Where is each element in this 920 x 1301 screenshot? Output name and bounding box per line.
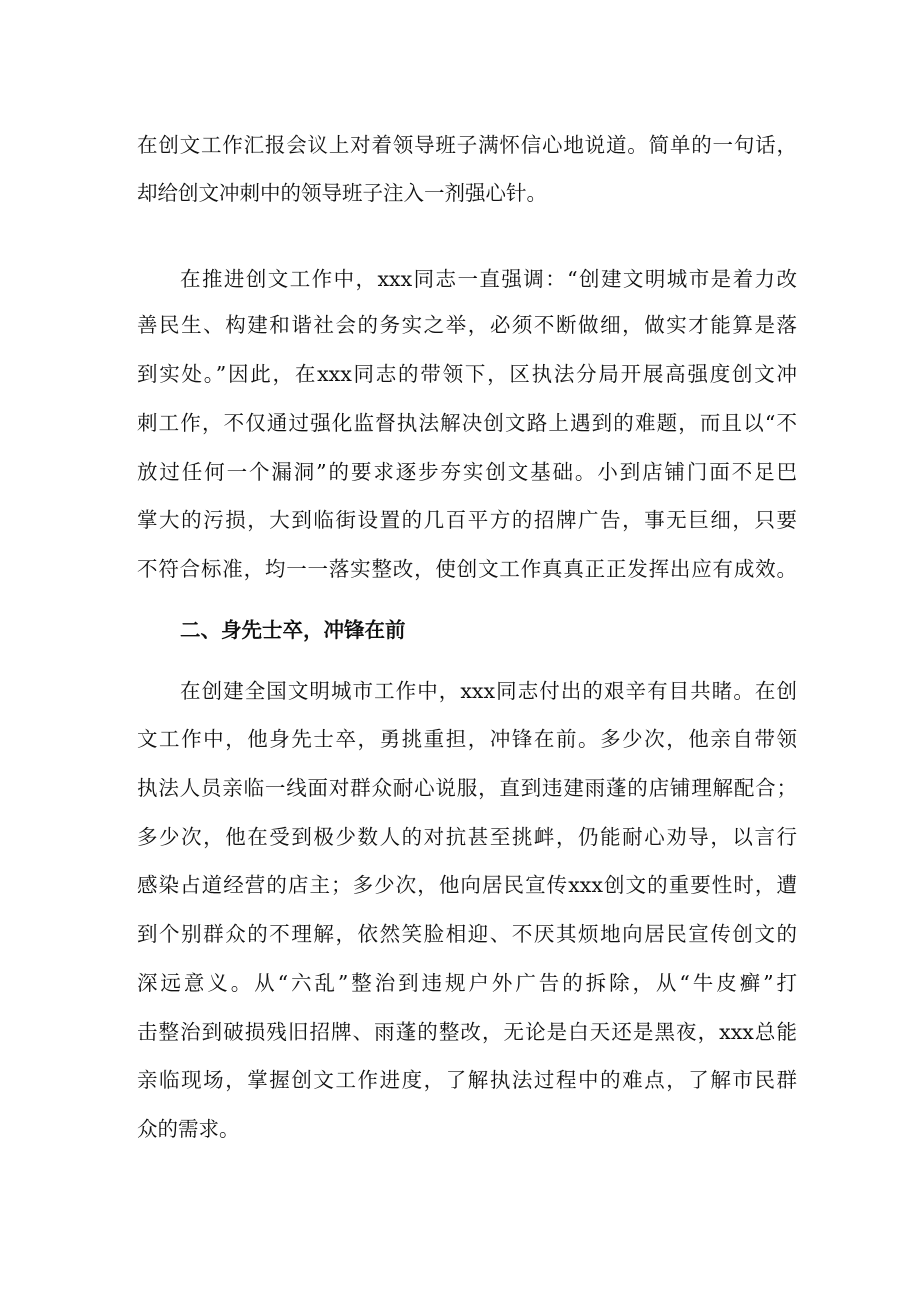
paragraph-3-line-2: 文工作中，他身先士卒，勇挑重担，冲锋在前。多少次，他亲自带领 — [137, 727, 797, 751]
paragraph-3-line-6: 到个别群众的不理解，依然笑脸相迎、不厌其烦地向居民宣传创文的 — [137, 922, 797, 946]
paragraph-2-line-2: 善民生、构建和谐社会的务实之举，必须不断做细，做实才能算是落 — [137, 313, 797, 337]
paragraph-3-line-8: 击整治到破损残旧招牌、雨蓬的整改，无论是白天还是黑夜，xxx总能 — [137, 1020, 797, 1044]
paragraph-2-line-3: 到实处。”因此，在xxx同志的带领下，区执法分局开展高强度创文冲 — [137, 362, 797, 386]
section-heading: 二、身先士卒，冲锋在前 — [180, 618, 406, 642]
paragraph-1-line-2: 却给创文冲刺中的领导班子注入一剂强心针。 — [137, 181, 547, 205]
paragraph-3-line-5: 感染占道经营的店主；多少次，他向居民宣传xxx创文的重要性时，遭 — [137, 873, 797, 897]
paragraph-2-line-6: 掌大的污损，大到临街设置的几百平方的招牌广告，事无巨细，只要 — [137, 508, 797, 532]
paragraph-2-line-1: 在推进创文工作中，xxx同志一直强调：“创建文明城市是着力改 — [180, 267, 797, 291]
paragraph-3-line-4: 多少次，他在受到极少数人的对抗甚至挑衅，仍能耐心劝导，以言行 — [137, 825, 797, 849]
paragraph-1-line-1: 在创文工作汇报会议上对着领导班子满怀信心地说道。简单的一句话， — [137, 133, 797, 157]
paragraph-3-line-3: 执法人员亲临一线面对群众耐心说服，直到违建雨蓬的店铺理解配合； — [137, 776, 797, 800]
paragraph-2-line-4: 刺工作，不仅通过强化监督执法解决创文路上遇到的难题，而且以“不 — [137, 411, 797, 435]
paragraph-2-line-5: 放过任何一个漏洞”的要求逐步夯实创文基础。小到店铺门面不足巴 — [137, 460, 797, 484]
paragraph-2-line-7: 不符合标准，均一一落实整改，使创文工作真真正正发挥出应有成效。 — [137, 557, 797, 581]
paragraph-3-line-9: 亲临现场，掌握创文工作进度，了解执法过程中的难点，了解市民群 — [137, 1068, 797, 1092]
paragraph-3-line-1: 在创建全国文明城市工作中，xxx同志付出的艰辛有目共睹。在创 — [180, 679, 797, 703]
paragraph-3-line-10: 众的需求。 — [137, 1117, 240, 1141]
paragraph-3-line-7: 深远意义。从“六乱”整治到违规户外广告的拆除，从“牛皮癣”打 — [137, 971, 797, 995]
